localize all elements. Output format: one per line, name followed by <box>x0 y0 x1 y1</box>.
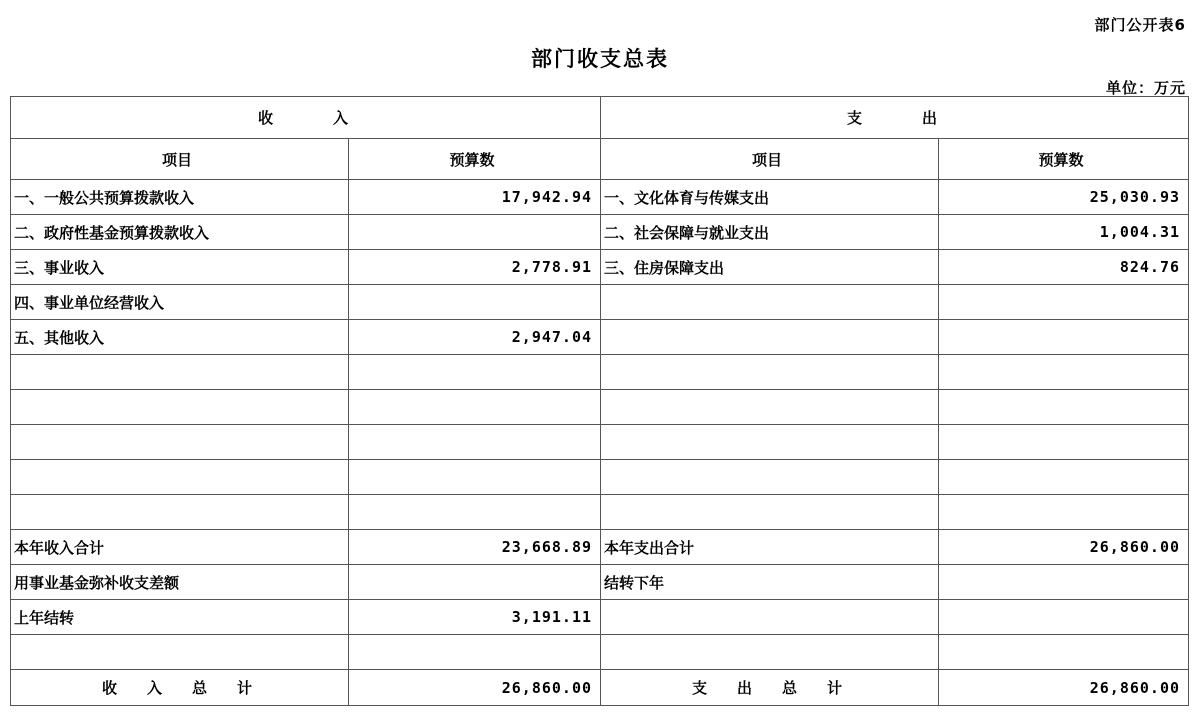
expense-item-cell: 三、住房保障支出 <box>601 250 939 285</box>
income-value-cell <box>349 495 601 530</box>
income-value-cell <box>349 635 601 670</box>
income-value-cell <box>349 425 601 460</box>
expense-item-cell <box>601 635 939 670</box>
table-row <box>11 460 1189 495</box>
expense-item-cell <box>601 355 939 390</box>
income-budget-header: 预算数 <box>349 139 601 180</box>
expense-item-cell <box>601 495 939 530</box>
table-row <box>11 250 1189 285</box>
expense-value-cell <box>939 285 1189 320</box>
income-value-cell: 17,942.94 <box>349 180 601 215</box>
income-item-cell: 上年结转 <box>11 600 349 635</box>
expense-item-cell <box>601 460 939 495</box>
expense-value-cell: 25,030.93 <box>939 180 1189 215</box>
income-item-cell: 三、事业收入 <box>11 250 349 285</box>
expense-item-cell: 一、文化体育与传媒支出 <box>601 180 939 215</box>
income-item-cell: 一、一般公共预算拨款收入 <box>11 180 349 215</box>
expense-item-cell: 二、社会保障与就业支出 <box>601 215 939 250</box>
expense-item-cell: 本年支出合计 <box>601 530 939 565</box>
income-value-cell: 2,778.91 <box>349 250 601 285</box>
income-item-cell <box>11 460 349 495</box>
income-value-cell <box>349 390 601 425</box>
income-value-cell <box>349 565 601 600</box>
expense-value-cell: 824.76 <box>939 250 1189 285</box>
expense-item-cell <box>601 390 939 425</box>
table-row <box>11 635 1189 670</box>
expense-value-cell <box>939 390 1189 425</box>
income-section-header: 收 入 <box>11 97 601 139</box>
expense-value-cell <box>939 425 1189 460</box>
table-row <box>11 530 1189 565</box>
table-row <box>11 390 1189 425</box>
income-item-cell: 四、事业单位经营收入 <box>11 285 349 320</box>
income-value-cell: 3,191.11 <box>349 600 601 635</box>
table-row <box>11 355 1189 390</box>
expense-item-cell <box>601 320 939 355</box>
form-id-label: 部门公开表6 <box>1094 16 1186 34</box>
income-value-cell <box>349 215 601 250</box>
expense-value-cell <box>939 320 1189 355</box>
expense-value-cell <box>939 495 1189 530</box>
income-item-header: 项目 <box>11 139 349 180</box>
income-item-cell <box>11 355 349 390</box>
income-item-cell <box>11 390 349 425</box>
income-value-cell <box>349 460 601 495</box>
column-header-row <box>11 139 1189 180</box>
section-header-row <box>11 97 1189 139</box>
income-item-cell <box>11 635 349 670</box>
table-row <box>11 565 1189 600</box>
expense-item-cell <box>601 425 939 460</box>
page-title: 部门收支总表 <box>531 47 669 71</box>
expense-total-value: 26,860.00 <box>939 670 1189 706</box>
income-expense-table <box>10 96 1189 706</box>
income-item-cell <box>11 495 349 530</box>
income-value-cell: 2,947.04 <box>349 320 601 355</box>
table-row <box>11 495 1189 530</box>
income-total-value: 26,860.00 <box>349 670 601 706</box>
income-value-cell: 23,668.89 <box>349 530 601 565</box>
expense-item-cell <box>601 285 939 320</box>
expense-total-label: 支 出 总 计 <box>601 670 939 706</box>
income-value-cell <box>349 355 601 390</box>
table-row <box>11 180 1189 215</box>
expense-value-cell: 1,004.31 <box>939 215 1189 250</box>
expense-value-cell <box>939 460 1189 495</box>
income-item-cell: 用事业基金弥补收支差额 <box>11 565 349 600</box>
expense-value-cell <box>939 635 1189 670</box>
expense-value-cell: 26,860.00 <box>939 530 1189 565</box>
table-row <box>11 425 1189 460</box>
expense-value-cell <box>939 565 1189 600</box>
expense-value-cell <box>939 600 1189 635</box>
expense-section-header: 支 出 <box>601 97 1189 139</box>
expense-value-cell <box>939 355 1189 390</box>
table-body <box>11 97 1189 706</box>
grand-total-row <box>11 670 1189 706</box>
expense-item-header: 项目 <box>601 139 939 180</box>
income-item-cell: 二、政府性基金预算拨款收入 <box>11 215 349 250</box>
income-value-cell <box>349 285 601 320</box>
expense-item-cell <box>601 600 939 635</box>
income-item-cell <box>11 425 349 460</box>
table-row <box>11 215 1189 250</box>
income-item-cell: 本年收入合计 <box>11 530 349 565</box>
table-row <box>11 285 1189 320</box>
table-row <box>11 320 1189 355</box>
expense-budget-header: 预算数 <box>939 139 1189 180</box>
table-row <box>11 600 1189 635</box>
income-total-label: 收 入 总 计 <box>11 670 349 706</box>
income-item-cell: 五、其他收入 <box>11 320 349 355</box>
unit-label: 单位：万元 <box>1105 79 1186 97</box>
expense-item-cell: 结转下年 <box>601 565 939 600</box>
